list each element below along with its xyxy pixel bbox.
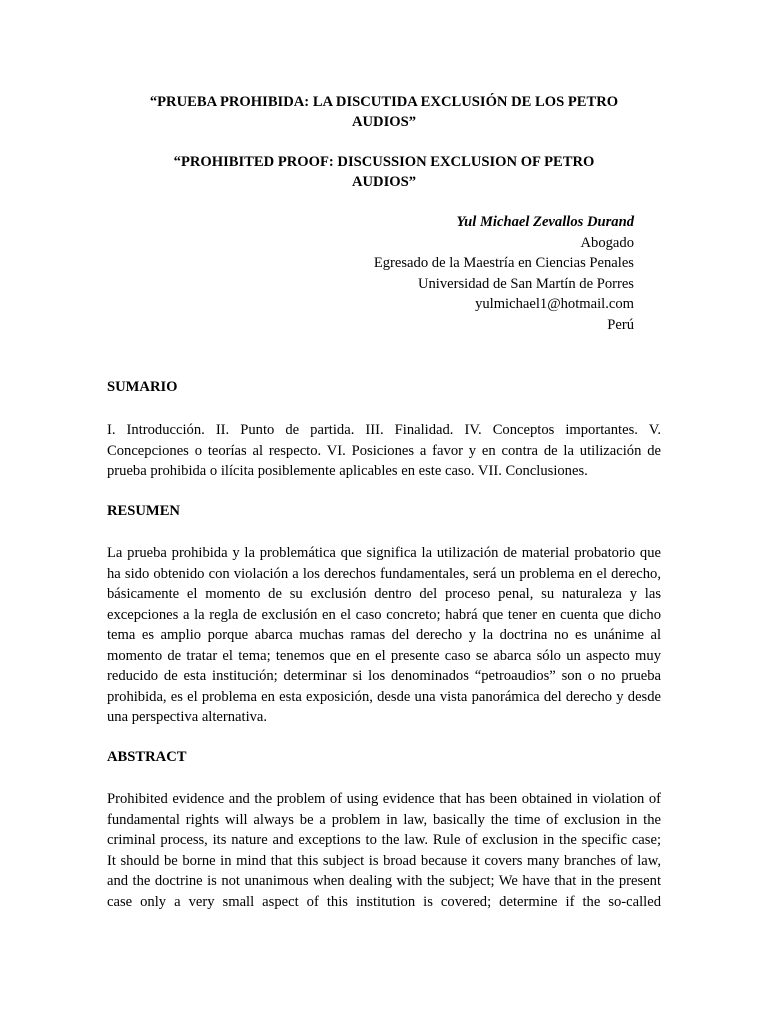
title-spanish — [130, 92, 638, 132]
author-university: Universidad de San Martín de Porres — [417, 275, 634, 292]
abstract-heading: ABSTRACT — [107, 749, 187, 765]
sumario-paragraph — [107, 420, 661, 482]
author-block — [374, 212, 634, 336]
sumario-line: Concepciones o teorías al respecto. VI. Posiciones a favor y en contra de la utilización de — [107, 442, 661, 459]
resumen-line: prohibida, es el problema en esta exposición, desde una vista panorámica del derecho y desde — [107, 688, 661, 705]
resumen-line: La prueba prohibida y la problemática que significa la utilización de material probatorio que — [107, 545, 661, 561]
author-country: Perú — [607, 316, 634, 333]
resumen-line: ha sido obtenido con violación a los derechos fundamentales, será un problema en el derecho, — [107, 565, 661, 582]
resumen-line: tema es amplio porque abarca muchas ramas del derecho y la doctrina no es unánime al — [107, 627, 661, 643]
resumen-line: una perspectiva alternativa. — [107, 709, 268, 725]
sumario-line: prueba prohibida o ilícita posiblemente aplicables en este caso. VII. Conclusiones. — [107, 463, 588, 479]
title-spanish-line-1: “PRUEBA PROHIBIDA: LA DISCUTIDA EXCLUSIÓN DE LOS PETRO — [149, 94, 619, 110]
title-english — [130, 152, 638, 192]
title-english-line-1: “PROHIBITED PROOF: DISCUSSION EXCLUSION OF PETRO — [173, 154, 595, 170]
resumen-line: excepciones a la regla de exclusión en el caso concreto; habrá que tener en cuenta que dicho — [107, 606, 661, 623]
sumario-line: I. Introducción. II. Punto de partida. III. Finalidad. IV. Conceptos importantes. V. — [107, 422, 661, 438]
abstract-line: fundamental rights will always be a problem in law, basically the time of exclusion in the — [107, 811, 661, 828]
resumen-heading: RESUMEN — [107, 503, 180, 519]
resumen-line: básicamente el momento de su exclusión dentro del proceso penal, su naturaleza y las — [107, 586, 661, 602]
abstract-line: criminal process, its nature and exceptions to the law. Rule of exclusion in the specific case; — [107, 832, 661, 848]
abstract-line: case only a very small aspect of this institution is covered; determine if the so-called — [107, 893, 661, 910]
author-degree: Egresado de la Maestría en Ciencias Penales — [373, 255, 634, 272]
abstract-line: Prohibited evidence and the problem of using evidence that has been obtained in violation of — [107, 791, 661, 807]
resumen-line: momento de tratar el tema; tenemos que en el presente caso se abarca sólo un aspecto muy — [107, 647, 661, 664]
author-profession: Abogado — [580, 234, 634, 251]
author-name: Yul Michael Zevallos Durand — [456, 214, 634, 230]
title-spanish-line-2: AUDIOS” — [351, 114, 417, 130]
resumen-paragraph — [107, 543, 661, 728]
abstract-line: It should be borne in mind that this subject is broad because it covers many branches of law, — [107, 852, 661, 869]
title-english-line-2: AUDIOS” — [351, 174, 417, 190]
sumario-heading: SUMARIO — [107, 379, 178, 395]
abstract-paragraph — [107, 789, 661, 912]
author-email: yulmichael1@hotmail.com — [475, 296, 634, 313]
resumen-line: reducido de esta institución; determinar si los denominados “petroaudios” son o no prueba — [107, 668, 661, 684]
abstract-line: and the doctrine is not unanimous when dealing with the subject; We have that in the present — [107, 873, 661, 889]
